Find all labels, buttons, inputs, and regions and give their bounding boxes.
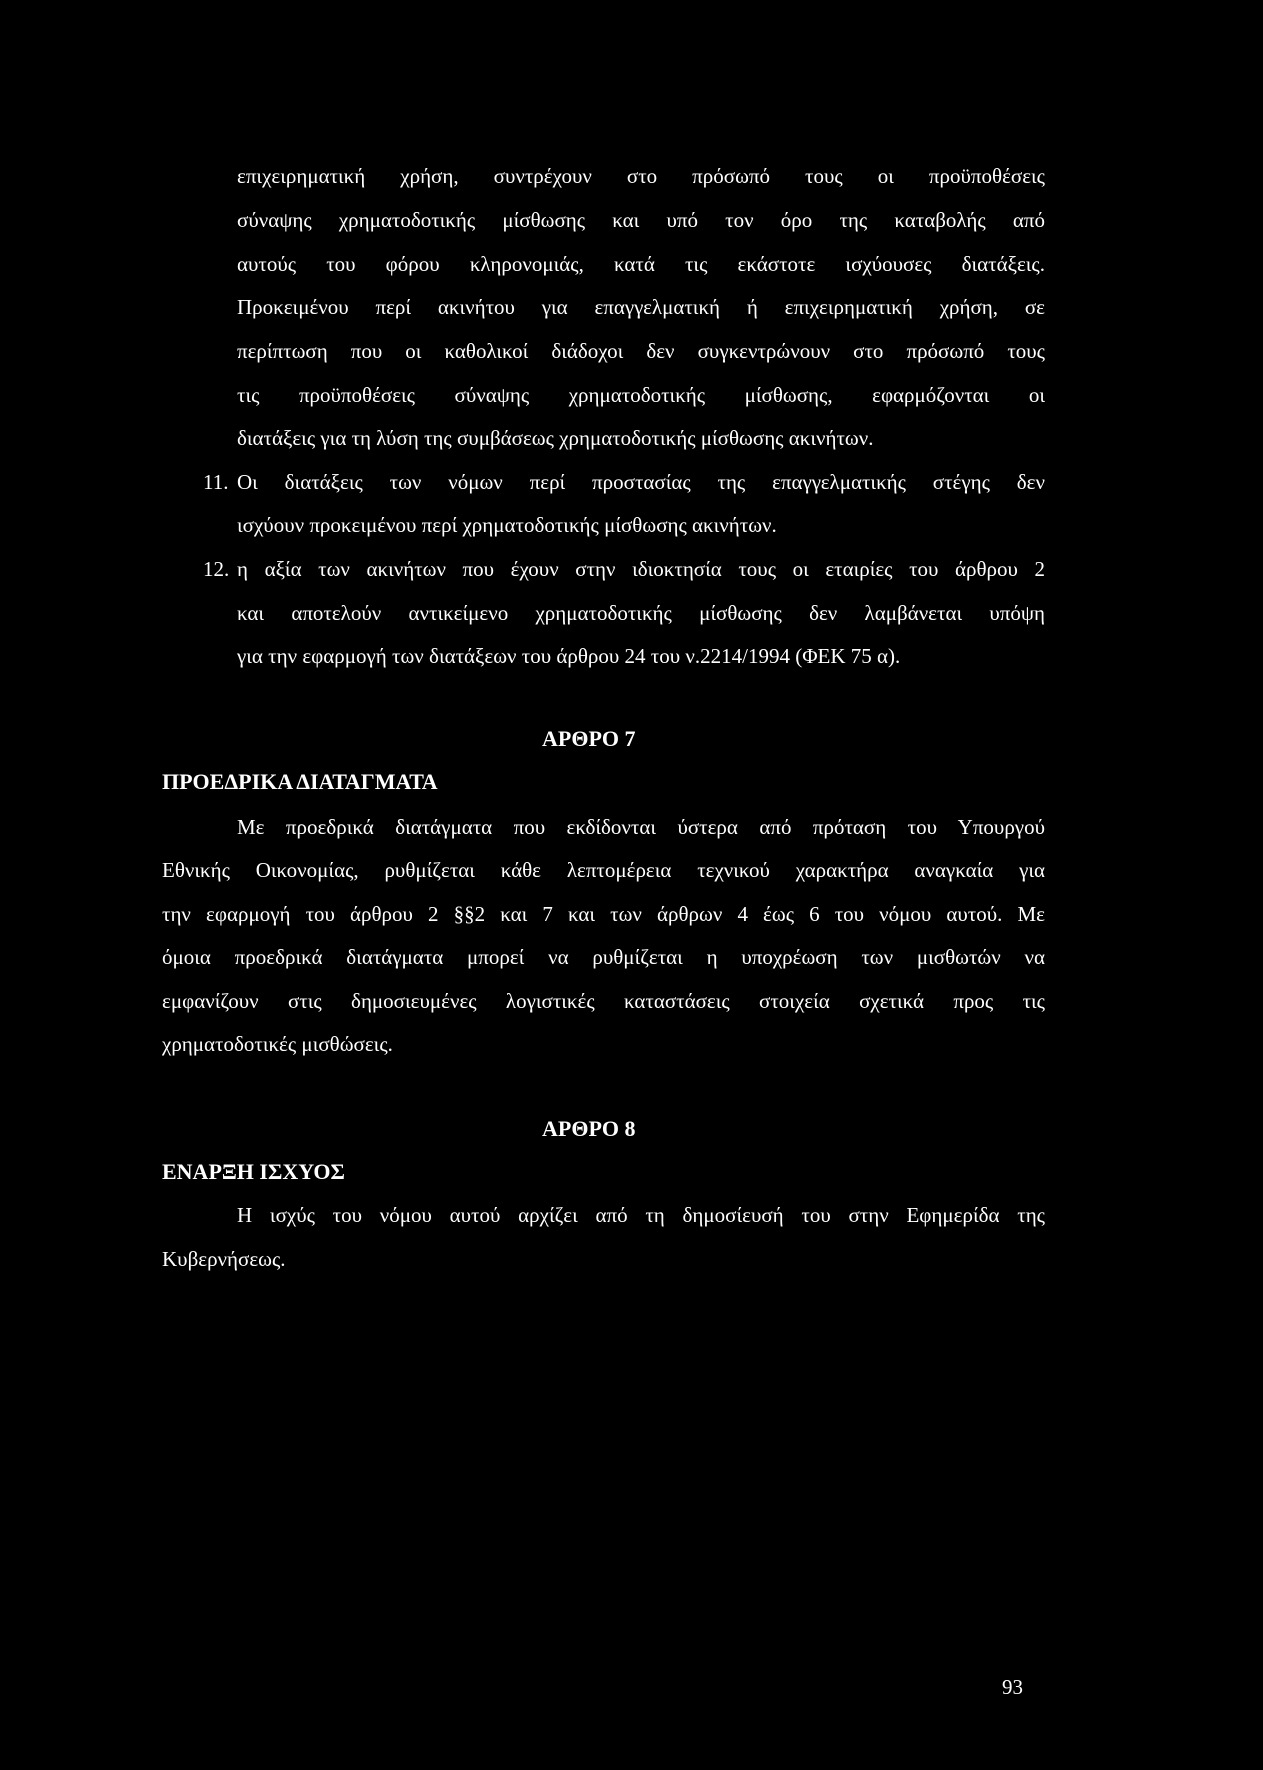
paragraph-line: Η ισχύς του νόμου αυτού αρχίζει από τη δημοσίευσή του στην Εφημερίδα της [237,1203,1045,1227]
page-number: 93 [1002,1675,1023,1699]
paragraph-line: Κυβερνήσεως. [162,1247,286,1271]
article-heading: ΕΝΑΡΞΗ ΙΣΧΥΟΣ [162,1159,345,1184]
paragraph-line: διατάξεις για τη λύση της συμβάσεως χρηματοδοτικής μίσθωσης ακινήτων. [237,426,874,450]
paragraph-line: η αξία των ακινήτων που έχουν στην ιδιοκτησία τους οι εταιρίες του άρθρου 2 [237,557,1045,581]
paragraph-line: την εφαρμογή του άρθρου 2 §§2 και 7 και των άρθρων 4 έως 6 του νόμου αυτού. Με [162,902,1045,926]
article-heading: ΠΡΟΕΔΡΙΚΑ ΔΙΑΤΑΓΜΑΤΑ [162,769,438,794]
paragraph-line: επιχειρηματική χρήση, συντρέχουν στο πρόσωπό τους οι προϋποθέσεις [237,164,1045,188]
paragraph-line: για την εφαρμογή των διατάξεων του άρθρου 24 του ν.2214/1994 (ΦΕΚ 75 α). [237,644,901,668]
paragraph-line: εμφανίζουν στις δημοσιευμένες λογιστικές καταστάσεις στοιχεία σχετικά προς τις [162,989,1045,1013]
paragraph-line: και αποτελούν αντικείμενο χρηματοδοτικής μίσθωσης δεν λαμβάνεται υπόψη [237,601,1045,625]
paragraph-line: Προκειμένου περί ακινήτου για επαγγελματική ή επιχειρηματική χρήση, σε [237,295,1045,319]
paragraph-line: χρηματοδοτικές μισθώσεις. [162,1032,393,1056]
paragraph-line: περίπτωση που οι καθολικοί διάδοχοι δεν συγκεντρώνουν στο πρόσωπό τους [237,339,1045,363]
article-title: ΑΡΘΡΟ 7 [542,726,636,751]
paragraph-number: 11. [203,470,229,494]
paragraph-line: Οι διατάξεις των νόμων περί προστασίας της επαγγελματικής στέγης δεν [237,470,1045,494]
paragraph-number: 12. [203,557,230,581]
paragraph-line: ισχύουν προκειμένου περί χρηματοδοτικής μίσθωσης ακινήτων. [237,513,777,537]
paragraph-line: τις προϋποθέσεις σύναψης χρηματοδοτικής μίσθωσης, εφαρμόζονται οι [237,383,1045,407]
paragraph-line: αυτούς του φόρου κληρονομιάς, κατά τις εκάστοτε ισχύουσες διατάξεις. [237,252,1045,276]
paragraph-line: όμοια προεδρικά διατάγματα μπορεί να ρυθμίζεται η υποχρέωση των μισθωτών να [162,945,1045,969]
article-title: ΑΡΘΡΟ 8 [542,1116,636,1141]
paragraph-line: Με προεδρικά διατάγματα που εκδίδονται ύστερα από πρόταση του Υπουργού [237,815,1045,839]
paragraph-line: σύναψης χρηματοδοτικής μίσθωσης και υπό τον όρο της καταβολής από [237,208,1045,232]
paragraph-line: Εθνικής Οικονομίας, ρυθμίζεται κάθε λεπτομέρεια τεχνικού χαρακτήρα αναγκαία για [162,858,1045,882]
